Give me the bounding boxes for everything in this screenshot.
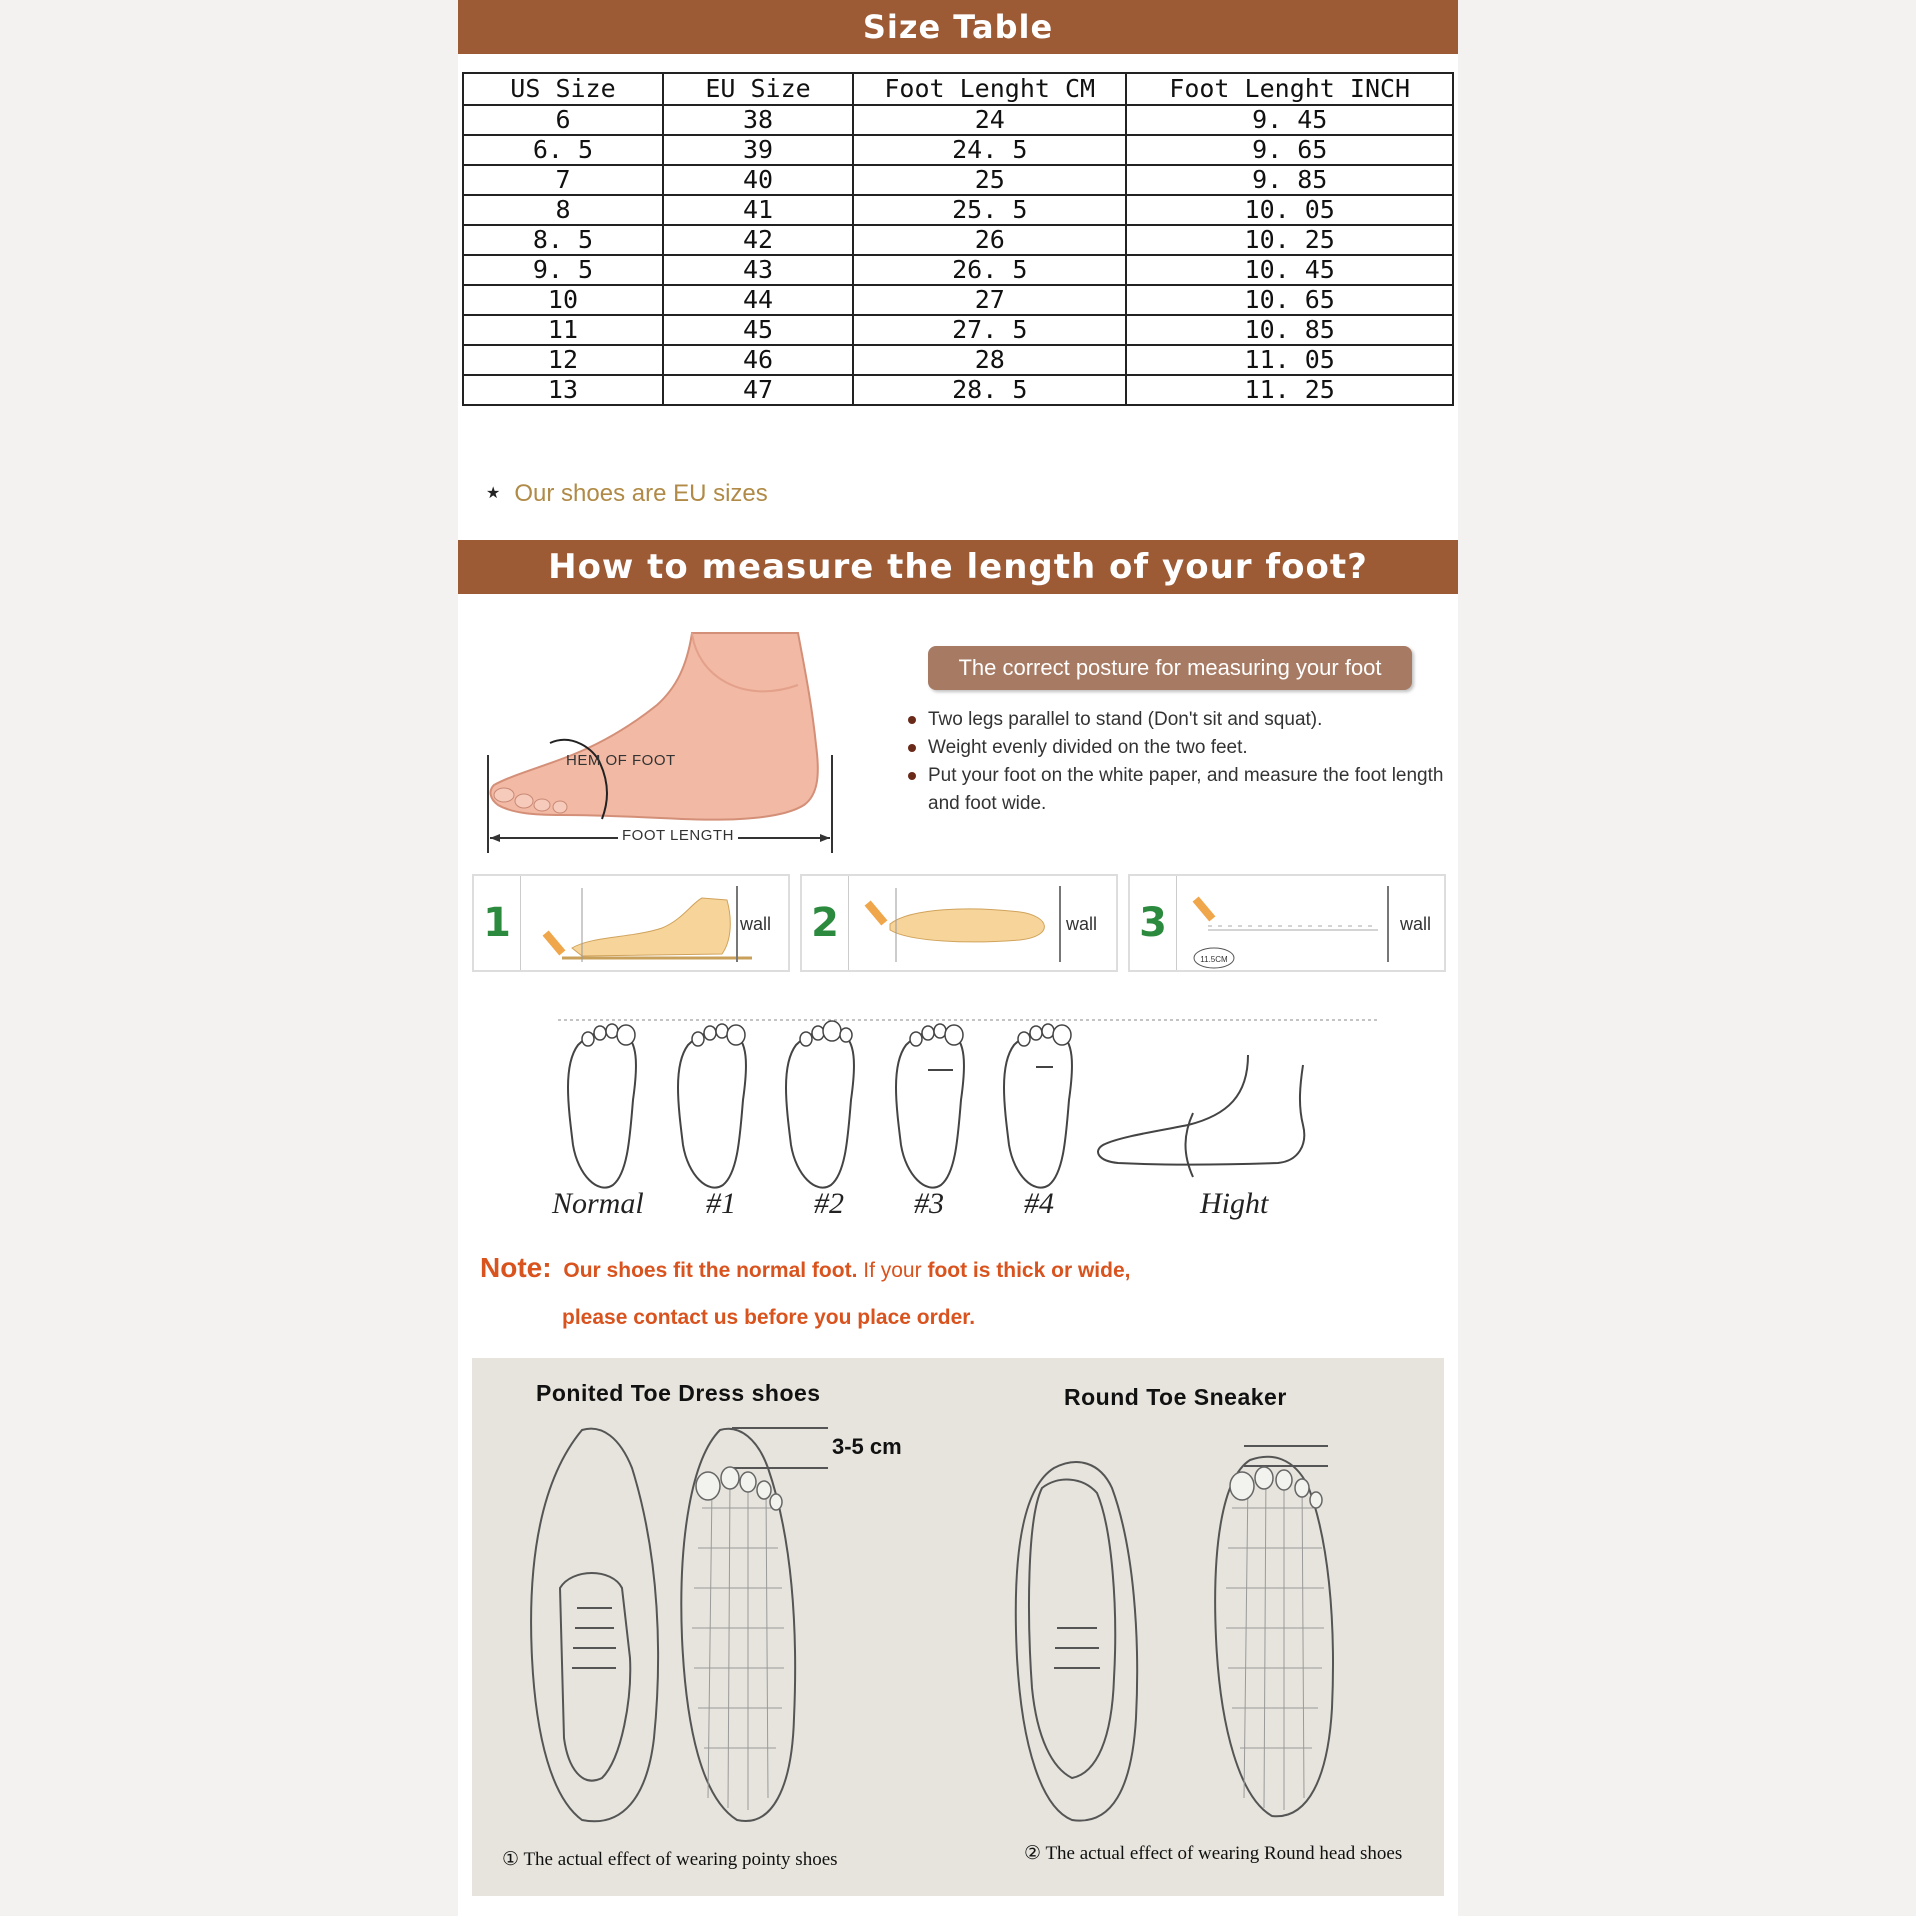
note-text-1: Our shoes fit the normal foot. (563, 1259, 858, 1282)
wall-label: wall (1400, 914, 1432, 934)
size-cell: 10. 05 (1126, 195, 1453, 225)
shoe-fit-panel (472, 1358, 1444, 1896)
measure-banner: How to measure the length of your foot? (458, 540, 1458, 594)
size-cell: 45 (663, 315, 853, 345)
size-cell: 11. 25 (1126, 375, 1453, 405)
size-cell: 44 (663, 285, 853, 315)
posture-item: Two legs parallel to stand (Don't sit and squat). (904, 706, 1444, 734)
size-cell: 9. 45 (1126, 105, 1453, 135)
size-table-row (463, 375, 1453, 405)
note-heading: Note: (480, 1252, 552, 1283)
size-cell: 28. 5 (853, 375, 1126, 405)
step-2-box (800, 874, 1118, 972)
wall-label: wall (1066, 914, 1098, 934)
size-cell: 6 (463, 105, 663, 135)
size-table-row (463, 195, 1453, 225)
size-cell: 26. 5 (853, 255, 1126, 285)
step-number: 1 (474, 876, 521, 970)
size-cell: 43 (663, 255, 853, 285)
size-cell: 40 (663, 165, 853, 195)
size-cell: 10. 85 (1126, 315, 1453, 345)
contact-note: please contact us before you place order. (562, 1306, 976, 1329)
size-cell: 10. 65 (1126, 285, 1453, 315)
pointed-toe-title: Ponited Toe Dress shoes (536, 1380, 821, 1406)
eu-size-note-text: Our shoes are EU sizes (514, 480, 768, 507)
foot-type-label: #4 (1024, 1187, 1054, 1220)
ruler-mark: 11.5CM (1200, 955, 1228, 964)
foot-length-label: FOOT LENGTH (618, 827, 738, 844)
size-cell: 9. 5 (463, 255, 663, 285)
caption-round: ② The actual effect of wearing Round head shoes (1024, 1843, 1403, 1864)
size-cell: 11 (463, 315, 663, 345)
note-text-2: If your (863, 1259, 922, 1282)
size-cell: 7 (463, 165, 663, 195)
toe-gap-label: 3-5 cm (832, 1434, 902, 1459)
star-bullet-icon: ★ (486, 485, 501, 502)
size-cell: 11. 05 (1126, 345, 1453, 375)
size-cell: 6. 5 (463, 135, 663, 165)
size-cell: 26 (853, 225, 1126, 255)
step-1-box (472, 874, 790, 972)
size-cell: 28 (853, 345, 1126, 375)
size-table-row (463, 345, 1453, 375)
size-cell: 24 (853, 105, 1126, 135)
note-text-3: foot is thick or wide, (927, 1259, 1131, 1282)
size-table (462, 72, 1454, 406)
fit-note (480, 1252, 1130, 1284)
size-cell: 10. 45 (1126, 255, 1453, 285)
size-table-row (463, 225, 1453, 255)
size-cell: 8. 5 (463, 225, 663, 255)
size-table-row (463, 315, 1453, 345)
size-cell: 25 (853, 165, 1126, 195)
step-number: 3 (1130, 876, 1177, 970)
size-cell: 41 (663, 195, 853, 225)
size-cell: 13 (463, 375, 663, 405)
round-toe-title: Round Toe Sneaker (1064, 1384, 1287, 1410)
size-cell: 39 (663, 135, 853, 165)
foot-side-illustration (482, 625, 902, 855)
size-cell: 38 (663, 105, 853, 135)
foot-type-label: Hight (1200, 1187, 1269, 1220)
size-cell: 8 (463, 195, 663, 225)
foot-type-label: Normal (552, 1187, 644, 1220)
caption-pointy: ① The actual effect of wearing pointy shoes (502, 1849, 838, 1870)
size-table-row (463, 255, 1453, 285)
size-table-banner: Size Table (458, 0, 1458, 54)
posture-item: Put your foot on the white paper, and measure the foot length and foot wide. (904, 762, 1444, 818)
size-table-row (463, 135, 1453, 165)
eu-size-note (486, 480, 768, 508)
posture-title-badge: The correct posture for measuring your foot (928, 646, 1412, 690)
size-cell: 27. 5 (853, 315, 1126, 345)
size-cell: 25. 5 (853, 195, 1126, 225)
header-foot-length-cm: Foot Lenght CM (853, 73, 1126, 105)
size-table-row (463, 105, 1453, 135)
posture-list (904, 706, 1444, 818)
hem-of-foot-label: HEM OF FOOT (566, 752, 676, 769)
foot-type-label: #3 (914, 1187, 944, 1220)
posture-item: Weight evenly divided on the two feet. (904, 734, 1444, 762)
shoe-illustrations (472, 1358, 1444, 1896)
size-cell: 9. 85 (1126, 165, 1453, 195)
wall-label: wall (740, 914, 772, 934)
size-cell: 12 (463, 345, 663, 375)
foot-type-label: #2 (814, 1187, 844, 1220)
size-cell: 46 (663, 345, 853, 375)
step-3-box (1128, 874, 1446, 972)
size-cell: 24. 5 (853, 135, 1126, 165)
size-table-header-row (463, 73, 1453, 105)
header-us-size: US Size (463, 73, 663, 105)
size-cell: 10. 25 (1126, 225, 1453, 255)
size-cell: 47 (663, 375, 853, 405)
size-table-row (463, 285, 1453, 315)
size-table-row (463, 165, 1453, 195)
size-cell: 27 (853, 285, 1126, 315)
header-foot-length-inch: Foot Lenght INCH (1126, 73, 1453, 105)
size-cell: 10 (463, 285, 663, 315)
size-cell: 42 (663, 225, 853, 255)
page (458, 0, 1458, 1916)
foot-type-label: #1 (706, 1187, 736, 1220)
step-number: 2 (802, 876, 849, 970)
header-eu-size: EU Size (663, 73, 853, 105)
size-cell: 9. 65 (1126, 135, 1453, 165)
